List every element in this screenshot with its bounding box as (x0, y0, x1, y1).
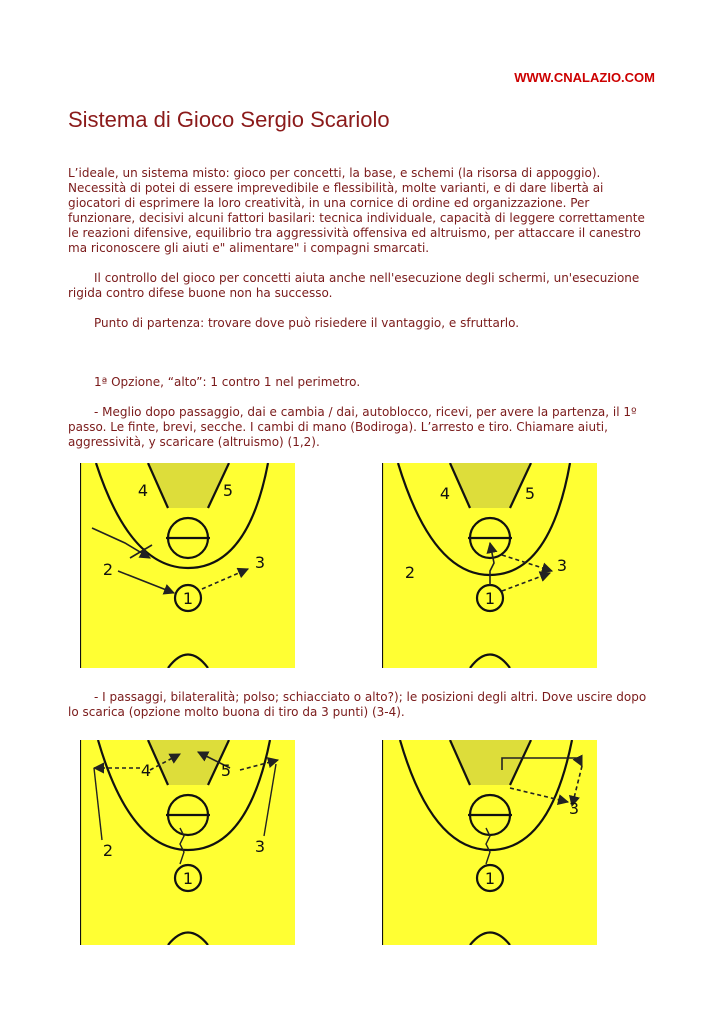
site-link[interactable]: WWW.CNALAZIO.COM (514, 70, 655, 85)
player-3-label: 3 (568, 799, 580, 818)
paragraph-option-details: - Meglio dopo passaggio, dai e cambia / dai, autoblocco, ricevi, per avere la partenza, il 1º passo. Le finte, brevi, secche. I cambi di mano (Bodiroga). L’arresto e tiro. Chiamare aiuti, aggressività, y scaricare (altruismo) (1,2). (68, 405, 637, 449)
court-diagram-2 (382, 463, 597, 668)
paragraph-option-heading: 1ª Opzione, “alto”: 1 contro 1 nel perimetro. (94, 375, 361, 389)
player-5-label: 5 (222, 481, 234, 500)
player-4-label: 4 (439, 484, 451, 503)
page-title: Sistema di Gioco Sergio Scariolo (68, 107, 390, 132)
paragraph-intro: L’ideale, un sistema misto: gioco per concetti, la base, e schemi (la risorsa di appoggio). Necessità di potei di essere imprevedibile e flessibilità, molte varianti, e di dare libertà ai giocatori di esprimere la loro creatività, in una cornice di ordine ed organizzazione. Per funzionare, decisivi alcuni fattori basilari: tecnica individuale, capacità di leggere correttamente le reazioni difensive, equilibrio tra aggressività offensiva ed altruismo, per attaccare il canestro ma riconoscere gli aiuti e" alimentare" i compagni smarcati. (68, 166, 645, 255)
paragraph-start-point: Punto di partenza: trovare dove può risiedere il vantaggio, e sfruttarlo. (94, 316, 520, 330)
player-3-label: 3 (254, 837, 266, 856)
court-diagram-4 (382, 740, 597, 945)
player-5-label: 5 (524, 484, 536, 503)
player-2-label: 2 (102, 560, 114, 579)
player-2-label: 2 (404, 563, 416, 582)
player-3-label: 3 (254, 553, 266, 572)
player-4-label: 4 (140, 761, 152, 780)
player-3-label: 3 (556, 556, 568, 575)
player-1-label: 1 (182, 589, 194, 608)
player-1-label: 1 (484, 869, 496, 888)
paragraph-passing: - I passaggi, bilateralità; polso; schiacciato o alto?); le posizioni degli altri. Dove uscire dopo lo scarica (opzione molto buona di tiro da 3 punti) (3-4). (68, 690, 647, 719)
player-2-label: 2 (102, 841, 114, 860)
paragraph-control: Il controllo del gioco per concetti aiuta anche nell'esecuzione degli schermi, un'esecuzione rigida contro difese buone non ha successo. (68, 271, 640, 300)
player-1-label: 1 (484, 589, 496, 608)
player-1-label: 1 (182, 869, 194, 888)
player-4-label: 4 (137, 481, 149, 500)
player-5-label: 5 (220, 761, 232, 780)
court-diagram-3 (80, 740, 295, 945)
court-diagram-1 (80, 463, 295, 668)
